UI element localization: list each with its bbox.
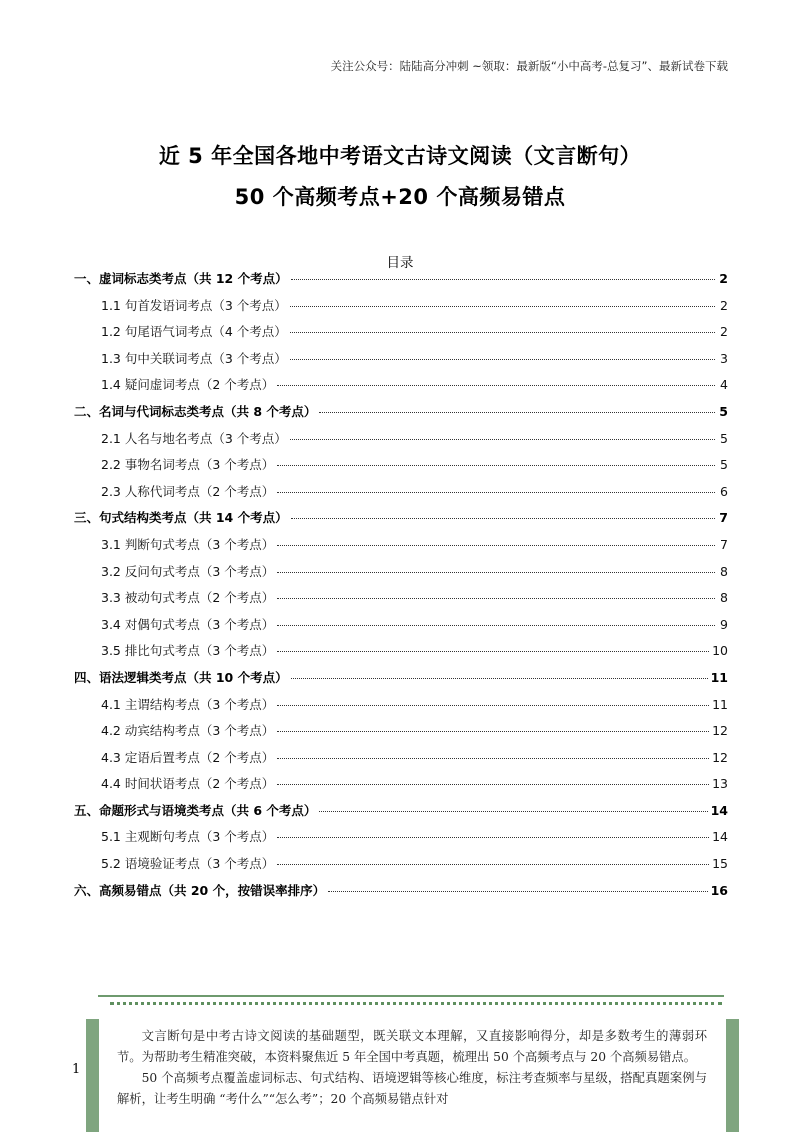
- toc-dot-leader: [277, 385, 715, 386]
- toc-entry-label: 一、虚词标志类考点（共 12 个考点）: [74, 271, 288, 286]
- toc-entry[interactable]: [74, 638, 728, 665]
- toc-entry[interactable]: [74, 293, 728, 320]
- toc-entry[interactable]: [74, 612, 728, 639]
- toc-entry-label: 5.1 主观断句考点（3 个考点）: [101, 829, 275, 845]
- toc-entry-page: 5: [720, 457, 728, 473]
- toc-entry[interactable]: [74, 346, 728, 373]
- toc-entry-label: 4.1 主谓结构考点（3 个考点）: [101, 696, 275, 712]
- toc-entry[interactable]: [74, 745, 728, 772]
- toc-dot-leader: [319, 811, 707, 812]
- toc-entry-label: 4.3 定语后置考点（2 个考点）: [101, 749, 275, 765]
- toc-entry-page: 5: [719, 403, 728, 419]
- toc-dot-leader: [277, 864, 709, 865]
- table-of-contents: [74, 266, 728, 904]
- toc-entry-label: 二、名词与代词标志类考点（共 8 个考点）: [74, 403, 317, 419]
- toc-entry-label: 3.4 对偶句式考点（3 个考点）: [101, 616, 275, 632]
- toc-dot-leader: [277, 651, 709, 652]
- toc-entry-label: 2.2 事物名词考点（3 个考点）: [101, 457, 275, 473]
- toc-entry-label: 3.1 判断句式考点（3 个考点）: [101, 536, 275, 552]
- toc-dot-leader: [290, 439, 715, 440]
- divider-line: [98, 995, 724, 997]
- toc-entry-label: 1.4 疑问虚词考点（2 个考点）: [101, 377, 275, 393]
- toc-dot-leader: [277, 705, 709, 706]
- document-subtitle: 50 个高频考点+20 个高频易错点: [234, 185, 566, 209]
- toc-entry[interactable]: [74, 665, 728, 692]
- toc-entry-label: 五、命题形式与语境类考点（共 6 个考点）: [74, 802, 317, 818]
- toc-dot-leader: [290, 306, 715, 307]
- toc-entry[interactable]: [74, 824, 728, 851]
- toc-entry-label: 3.3 被动句式考点（2 个考点）: [101, 590, 275, 606]
- toc-entry[interactable]: [74, 452, 728, 479]
- toc-entry-page: 12: [712, 749, 728, 765]
- toc-entry-page: 11: [712, 696, 728, 712]
- toc-entry[interactable]: [74, 559, 728, 586]
- intro-text: [117, 1026, 707, 1110]
- toc-dot-leader: [290, 359, 715, 360]
- toc-entry-page: 11: [710, 669, 728, 685]
- toc-dot-leader: [277, 572, 715, 573]
- toc-entry-label: 3.2 反问句式考点（3 个考点）: [101, 563, 275, 579]
- toc-entry[interactable]: [74, 505, 728, 532]
- toc-dot-leader: [277, 598, 715, 599]
- toc-entry[interactable]: [74, 851, 728, 878]
- toc-entry-page: 7: [720, 536, 728, 552]
- toc-dot-leader: [277, 784, 709, 785]
- toc-entry-label: 1.1 句首发语词考点（3 个考点）: [101, 297, 287, 313]
- toc-entry[interactable]: [74, 399, 728, 426]
- toc-entry-page: 8: [720, 590, 728, 606]
- toc-entry-label: 5.2 语境验证考点（3 个考点）: [101, 856, 275, 872]
- toc-dot-leader: [277, 492, 715, 493]
- toc-entry-label: 1.2 句尾语气词考点（4 个考点）: [101, 324, 287, 340]
- toc-dot-leader: [291, 678, 708, 679]
- toc-dot-leader: [277, 837, 709, 838]
- divider-dotted-line: [110, 1002, 722, 1005]
- toc-entry-page: 7: [719, 510, 728, 526]
- toc-entry-label: 2.3 人称代词考点（2 个考点）: [101, 483, 275, 499]
- toc-entry[interactable]: [74, 718, 728, 745]
- toc-dot-leader: [319, 412, 715, 413]
- header-note: 关注公众号：陆陆高分冲刺 ~领取：最新版“小中高考-总复习”、最新试卷下载: [330, 59, 728, 73]
- toc-entry-label: 1.3 句中关联词考点（3 个考点）: [101, 350, 287, 366]
- toc-dot-leader: [277, 625, 715, 626]
- toc-entry-label: 六、高频易错点（共 20 个，按错误率排序）: [74, 882, 326, 898]
- toc-entry[interactable]: [74, 479, 728, 506]
- toc-dot-leader: [290, 332, 715, 333]
- toc-dot-leader: [277, 465, 715, 466]
- toc-entry[interactable]: [74, 692, 728, 719]
- toc-entry-label: 4.4 时间状语考点（2 个考点）: [101, 776, 275, 792]
- toc-dot-leader: [277, 545, 715, 546]
- toc-entry-page: 13: [712, 776, 728, 792]
- toc-entry-label: 3.5 排比句式考点（3 个考点）: [101, 643, 275, 659]
- document-title: 近 5 年全国各地中考语文古诗文阅读（文言断句）: [158, 144, 642, 168]
- toc-entry[interactable]: [74, 798, 728, 825]
- toc-entry[interactable]: [74, 372, 728, 399]
- toc-entry-label: 2.1 人名与地名考点（3 个考点）: [101, 430, 287, 446]
- toc-entry-page: 4: [720, 377, 728, 393]
- intro-paragraph: 文言断句是中考古诗文阅读的基础题型，既关联文本理解，又直接影响得分，却是多数考生的薄弱环节。为帮助考生精准突破，本资料聚焦近 5 年全国中考真题，梳理出 50 个高频考点与 20 个高频易错点。: [117, 1029, 707, 1064]
- right-accent-bar: [726, 1019, 739, 1132]
- toc-dot-leader: [328, 891, 707, 892]
- toc-entry-label: 四、语法逻辑类考点（共 10 个考点）: [74, 669, 288, 685]
- toc-dot-leader: [291, 518, 715, 519]
- toc-entry-page: 10: [712, 643, 728, 659]
- left-accent-bar: [86, 1019, 99, 1132]
- toc-entry-page: 14: [712, 829, 728, 845]
- intro-paragraph: 50 个高频考点覆盖虚词标志、句式结构、语境逻辑等核心维度，标注考查频率与星级，搭配真题案例与解析，让考生明确 “考什么”“怎么考”；20 个高频易错点针对: [117, 1071, 707, 1106]
- toc-dot-leader: [291, 279, 715, 280]
- toc-entry-page: 2: [720, 324, 728, 340]
- toc-entry-label: 4.2 动宾结构考点（3 个考点）: [101, 723, 275, 739]
- page-number: 1: [72, 1062, 81, 1077]
- toc-entry[interactable]: [74, 585, 728, 612]
- toc-entry[interactable]: [74, 266, 728, 293]
- toc-entry-page: 14: [710, 802, 728, 818]
- toc-entry-page: 2: [719, 271, 728, 286]
- toc-dot-leader: [277, 731, 709, 732]
- toc-entry-page: 6: [720, 483, 728, 499]
- toc-entry-page: 16: [710, 882, 728, 898]
- toc-entry[interactable]: [74, 426, 728, 453]
- toc-entry-label: 三、句式结构类考点（共 14 个考点）: [74, 510, 288, 526]
- toc-entry-page: 8: [720, 563, 728, 579]
- toc-entry-page: 2: [720, 297, 728, 313]
- toc-entry-page: 15: [712, 856, 728, 872]
- toc-dot-leader: [277, 758, 709, 759]
- toc-entry[interactable]: [74, 878, 728, 905]
- toc-entry-page: 12: [712, 723, 728, 739]
- toc-entry-page: 5: [720, 430, 728, 446]
- toc-entry-page: 3: [720, 350, 728, 366]
- toc-entry[interactable]: [74, 319, 728, 346]
- toc-entry-page: 9: [720, 616, 728, 632]
- toc-heading: 目录: [386, 255, 414, 271]
- toc-entry[interactable]: [74, 771, 728, 798]
- toc-entry[interactable]: [74, 532, 728, 559]
